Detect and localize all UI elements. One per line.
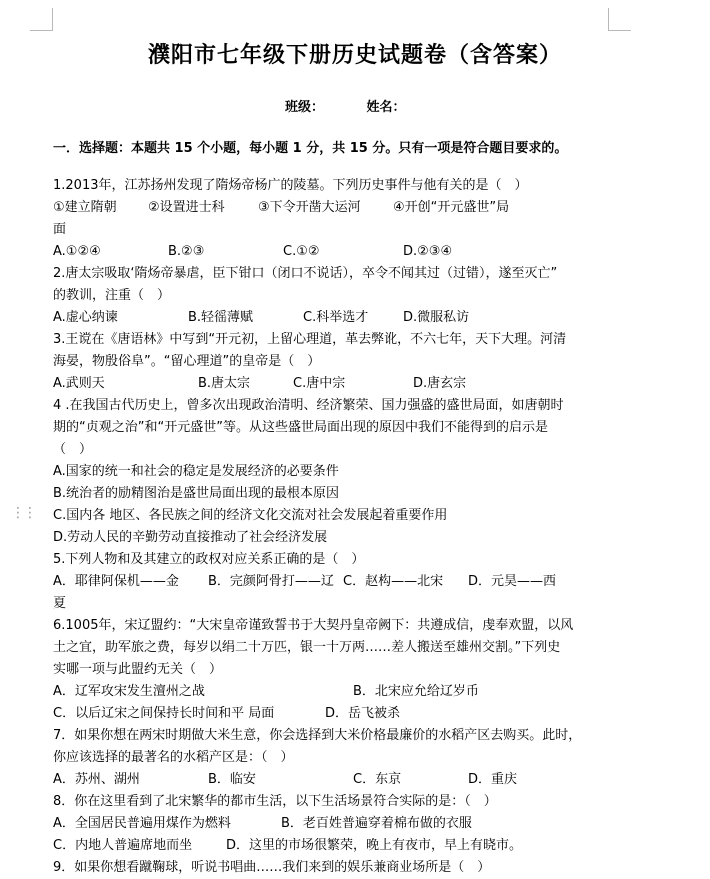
- option-a: A．耶律阿保机——金: [53, 574, 179, 589]
- question-stem: （ ）: [53, 442, 93, 457]
- answer-options: [53, 241, 613, 263]
- answer-options: [53, 373, 613, 395]
- student-info: [285, 96, 444, 115]
- question-stem: 8．你在这里看到了北宋繁华的都市生活，以下生活场景符合实际的是：（ ）: [53, 794, 497, 809]
- question-stem: 海晏，物殷俗阜”。“留心理道”的皇帝是（ ）: [53, 354, 321, 369]
- answer-options: [53, 813, 613, 835]
- option-b: B.统治者的励精图治是盛世局面出现的最根本原因: [53, 486, 340, 501]
- question-stem: 6.1005年，宋辽盟约：“大宋皇帝谨致誓书于大契丹皇帝阙下：共遵成信，虔奉欢盟，以风: [53, 618, 574, 633]
- answer-options: [53, 769, 613, 791]
- question-stem: 2.唐太宗吸取‘隋炀帝暴虐，臣下钳口（闭口不说话），卒令不闻其过（过错），遂至灭亡”: [53, 266, 558, 281]
- page-corner-mark-left: [30, 8, 53, 31]
- option-d: D．元昊——西: [468, 574, 557, 589]
- option-c: C．东京: [353, 772, 402, 787]
- question-stem: 期的“贞观之治”和“开元盛世”等。从这些盛世局面出现的原因中我们不能得到的启示是: [53, 420, 548, 435]
- option-b: B．完颜阿骨打——辽: [208, 574, 334, 589]
- option-c: C.国内各 地区、各民族之间的经济文化交流对社会发展起着重要作用: [53, 508, 448, 523]
- page-corner-mark-right: [608, 8, 631, 31]
- answer-options: [53, 307, 613, 329]
- option-d: D.微服私访: [403, 310, 470, 325]
- question-stem: 7．如果你想在两宋时期做大米生意，你会选择到大米价格最廉价的水稻产区去购买。此时，: [53, 728, 582, 743]
- option-c: C.科举选才: [303, 310, 369, 325]
- answer-options: [53, 835, 613, 857]
- option-b: B．北宋应允给辽岁币: [353, 684, 479, 699]
- class-label: 班级：: [285, 100, 325, 115]
- question-stem: 土之宜，助军旅之费，每岁以绢二十万匹，银一十万两……差人搬送至雄州交割。”下列史: [53, 640, 561, 655]
- option-a: A．辽军攻宋发生澶州之战: [53, 684, 205, 699]
- option-d: D．重庆: [468, 772, 518, 787]
- question-list: [53, 175, 613, 879]
- question-stem: 4 .在我国古代历史上，曾多次出现政治清明、经济繁荣、国力强盛的盛世局面，如唐朝时: [53, 398, 564, 413]
- section-heading: 一．选择题：本题共 15 个小题，每小题 1 分，共 15 分。只有一项是符合题目要求的。: [53, 141, 568, 156]
- option-d: D.②③④: [403, 244, 453, 259]
- option-c: C.唐中宗: [293, 376, 346, 391]
- option-b: B.轻徭薄赋: [188, 310, 254, 325]
- question-items-cont: 面: [53, 222, 67, 237]
- question-stem: 3.王谠在《唐语林》中写到“开元初，上留心理道，革去弊讹，不六七年，天下大理。河清: [53, 332, 567, 347]
- item: ③下令开凿大运河: [258, 200, 361, 215]
- page-title: 濮阳市七年级下册历史试题卷（含答案）: [147, 43, 562, 68]
- option-d: D.唐玄宗: [413, 376, 467, 391]
- question-stem: 5.下列人物和及其建立的政权对应关系正确的是（ ）: [53, 552, 365, 567]
- answer-options: [53, 703, 613, 725]
- option-b: B．临安: [208, 772, 256, 787]
- option-d: D．岳飞被杀: [325, 706, 401, 721]
- option-c: C．以后辽宋之间保持长时间和平 局面: [53, 706, 275, 721]
- option-b: B.唐太宗: [198, 376, 251, 391]
- item: ①建立隋朝: [53, 200, 117, 215]
- option-a: A.①②④: [53, 244, 101, 259]
- option-d-cont: 夏: [53, 596, 67, 611]
- option-a: A.虚心纳谏: [53, 310, 118, 325]
- drag-handle-icon[interactable]: ⋮⋮: [11, 505, 35, 521]
- question-stem: 实哪一项与此盟约无关（ ）: [53, 662, 223, 677]
- answer-options: [53, 571, 613, 593]
- option-c: C.①②: [283, 244, 320, 259]
- answer-options: [53, 681, 613, 703]
- option-a: A．苏州、湖州: [53, 772, 140, 787]
- question-items: [53, 197, 613, 219]
- option-c: C．赵构——北宋: [343, 574, 444, 589]
- option-a: A.国家的统一和社会的稳定是发展经济的必要条件: [53, 464, 339, 479]
- option-a: A.武则天: [53, 376, 105, 391]
- option-d: D．这里的市场很繁荣，晚上有夜市，早上有晓市。: [226, 838, 523, 853]
- question-stem: 你应该选择的最著名的水稻产区是：（ ）: [53, 750, 294, 765]
- question-stem: 9．如果你想看蹴鞠球，听说书唱曲……我们来到的娱乐兼商业场所是（ ）: [53, 860, 491, 875]
- item: ④开创“开元盛世”局: [393, 200, 510, 215]
- option-b: B．老百姓普遍穿着棉布做的衣服: [281, 816, 472, 831]
- option-c: C．内地人普遍席地而坐: [53, 838, 193, 853]
- question-stem: 的教训，注重（ ）: [53, 288, 171, 303]
- question-stem: 1.2013年，江苏扬州发现了隋炀帝杨广的陵墓。下列历史事件与他有关的是（ ）: [53, 178, 528, 193]
- option-d: D.劳动人民的辛勤劳动直接推动了社会经济发展: [53, 530, 328, 545]
- option-a: A．全国居民普遍用煤作为燃料: [53, 816, 231, 831]
- option-b: B.②③: [168, 244, 205, 259]
- name-label: 姓名：: [366, 100, 406, 115]
- item: ②设置进士科: [148, 200, 225, 215]
